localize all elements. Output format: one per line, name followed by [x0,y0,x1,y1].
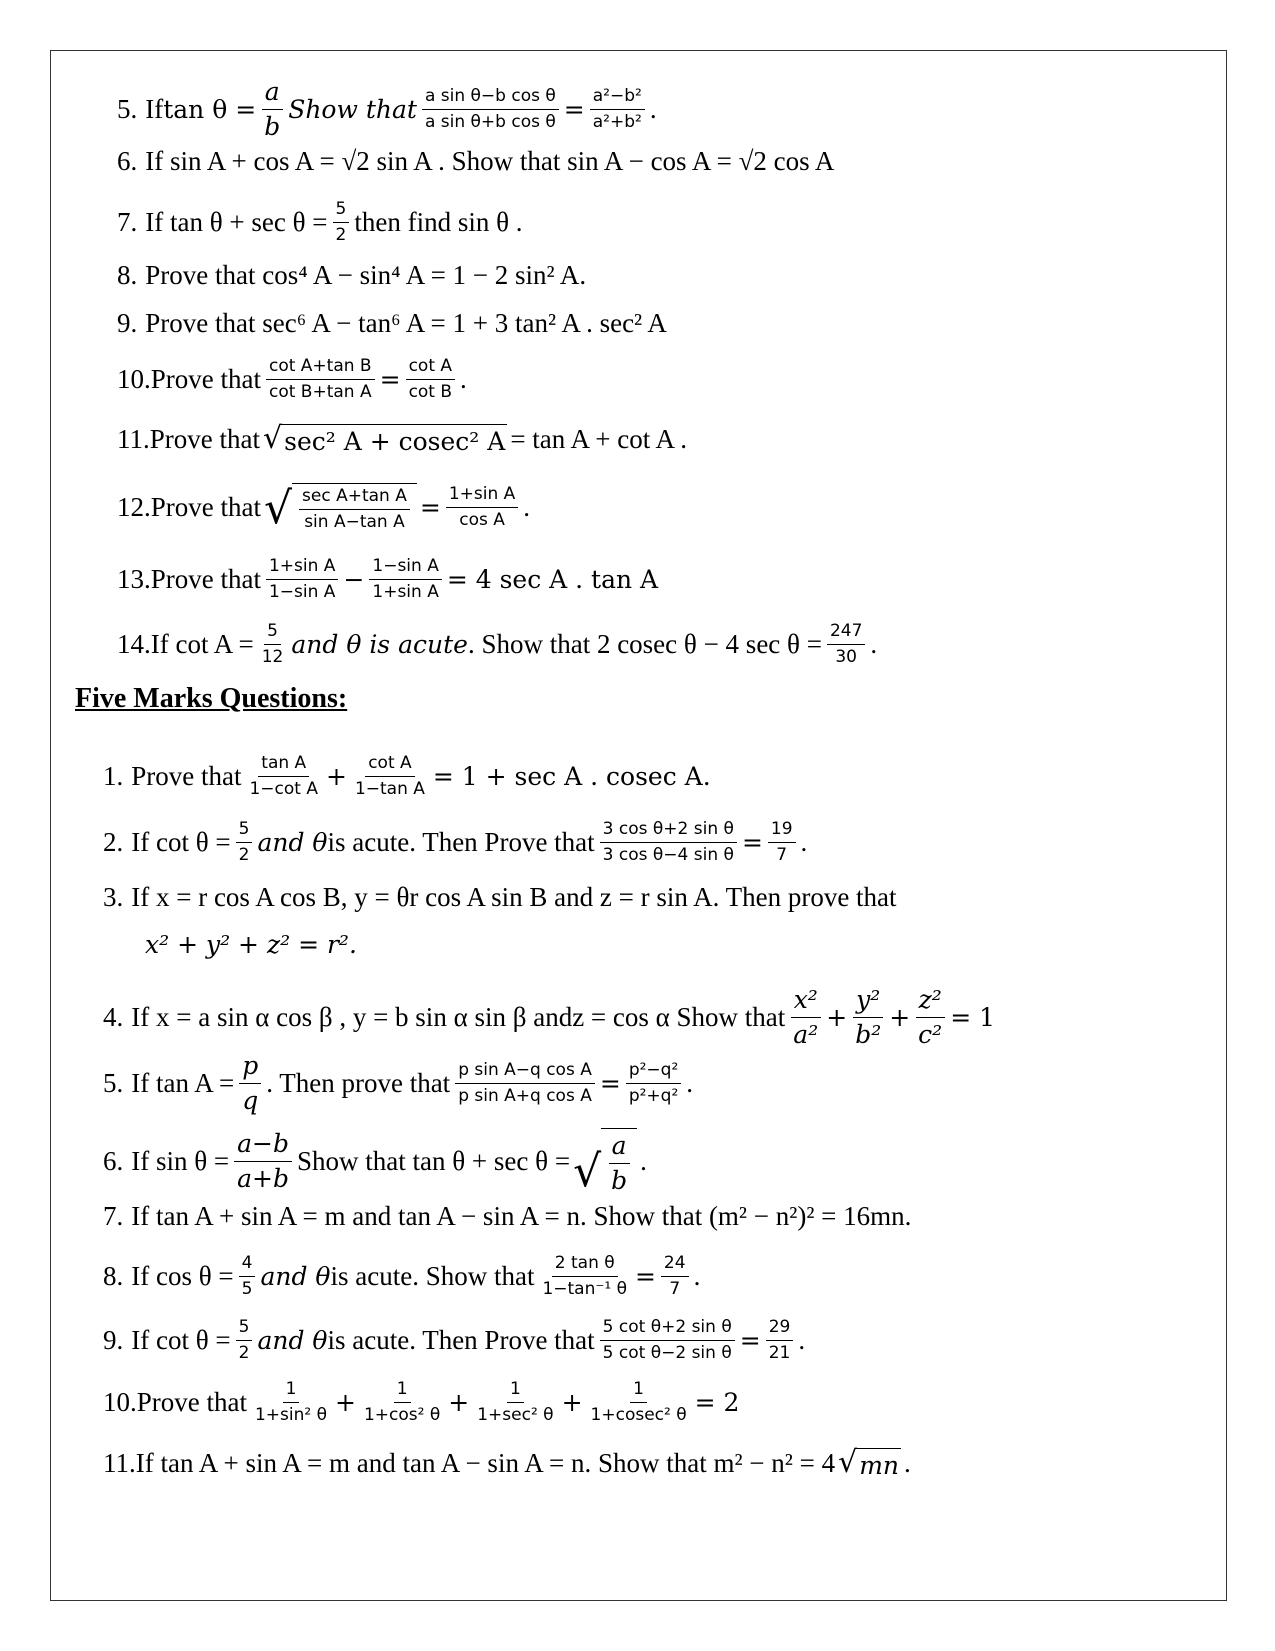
question-5m-10: 10. Prove that $\frac{1}{\text{1+sin² θ}}$ + $\frac{1}{\text{1+cos² θ}}$ + $\frac{1}{\text{1+sec² θ}}$ + $\frac{1}{\text{1+cosec² θ}}$ = 2 [103,1379,740,1425]
question-5m-9: 9. If cot θ = $\frac{5}{2}$ and θ is acute. Then Prove that $\frac{\text{5 cot θ+2 sin θ}}{\text{5 cot θ−2 sin θ}}$ = $\frac{29}{21}$ . [103,1317,806,1363]
question-5m-5: 5. If tan A = $\frac{p}{q}$ . Then prove that $\frac{\text{p sin A−q cos A}}{\text{p sin A+q cos A}}$ = $\frac{\text{p²−q²}}{\text{p²+q²}}$ . [103,1051,694,1115]
question-5m-11: 11. If tan A + sin A = m and tan A − sin A = n. Show that m² − n² = 4 √ mn . [103,1445,911,1480]
question-3m-14: 14. If cot A = $\frac{5}{12}$ and θ is acute . Show that 2 cosec θ − 4 sec θ = $\frac{247}{30}$ . [117,621,878,667]
question-3m-5: 5. If tan θ = $\frac{a}{b}$ Show that $\frac{\text{a sin θ−b cos θ}}{\text{a sin θ+b cos θ}}$ = $\frac{\text{a²−b²}}{\text{a²+b²}}$ . [117,77,657,141]
question-3m-7: 7. If tan θ + sec θ = $\frac{5}{2}$ then find sin θ . [117,199,523,245]
question-3m-12: 12. Prove that √ $\frac{\text{sec A+tan A}}{\text{sin A−tan A}}$ = $\frac{\text{1+sin A}}{\text{cos A}}$ . [117,483,531,535]
question-3m-8: 8. Prove that cos⁴ A − sin⁴ A = 1 − 2 sin² A. [117,260,587,290]
question-5m-8: 8. If cos θ = $\frac{4}{5}$ and θ is acute. Show that $\frac{\text{2 tan θ}}{\text{1−tan⁻¹ θ}}$ = $\frac{24}{7}$ . [103,1253,701,1299]
question-5m-2: 2. If cot θ = $\frac{5}{2}$ and θ is acute. Then Prove that $\frac{\text{3 cos θ+2 sin θ}}{\text{3 cos θ−4 sin θ}}$ = $\frac{19}{7}$ . [103,819,808,865]
question-5m-7: 7. If tan A + sin A = m and tan A − sin A = n. Show that (m² − n²)² = 16mn. [103,1201,912,1231]
question-5m-3: 3. If x = r cos A cos B, y = θr cos A sin B and z = r sin A. Then prove that [103,882,897,912]
question-5m-3-line2: x² + y² + z² = r². [145,930,357,959]
section-heading-five-marks: Five Marks Questions: [75,683,348,714]
question-3m-13: 13. Prove that $\frac{\text{1+sin A}}{\text{1−sin A}}$ − $\frac{\text{1−sin A}}{\text{1+sin A}}$ = 4 sec A . tan A [117,556,659,602]
question-3m-9: 9. Prove that sec⁶ A − tan⁶ A = 1 + 3 tan² A . sec² A [117,308,667,338]
question-3m-10: 10. Prove that $\frac{\text{cot A+tan B}}{\text{cot B+tan A}}$ = $\frac{\text{cot A}}{\text{cot B}}$ . [117,356,467,402]
question-5m-1: 1. Prove that $\frac{\text{tan A}}{\text{1−cot A}}$ + $\frac{\text{cot A}}{\text{1−tan A}}$ = 1 + sec A . cosec A. [103,753,711,799]
question-5m-6: 6. If sin θ = $\frac{a-b}{a+b}$ Show that tan θ + sec θ = √ $\frac{a}{b}$ . [103,1129,647,1197]
question-3m-6: 6. If sin A + cos A = √2 sin A . Show that sin A − cos A = √2 cos A [117,146,835,176]
question-5m-4: 4. If x = a sin α cos β , y = b sin α sin β andz = cos α Show that $\frac{\text{x²}}{\text{a²}}$ + $\frac{\text{y²}}{\text{b²}}$ + $\frac{\text{z²}}{\text{c²}}$ = 1 [103,985,996,1049]
question-3m-11: 11. Prove that √ sec² A + cosec² A = tan A + cot A . [117,421,688,456]
